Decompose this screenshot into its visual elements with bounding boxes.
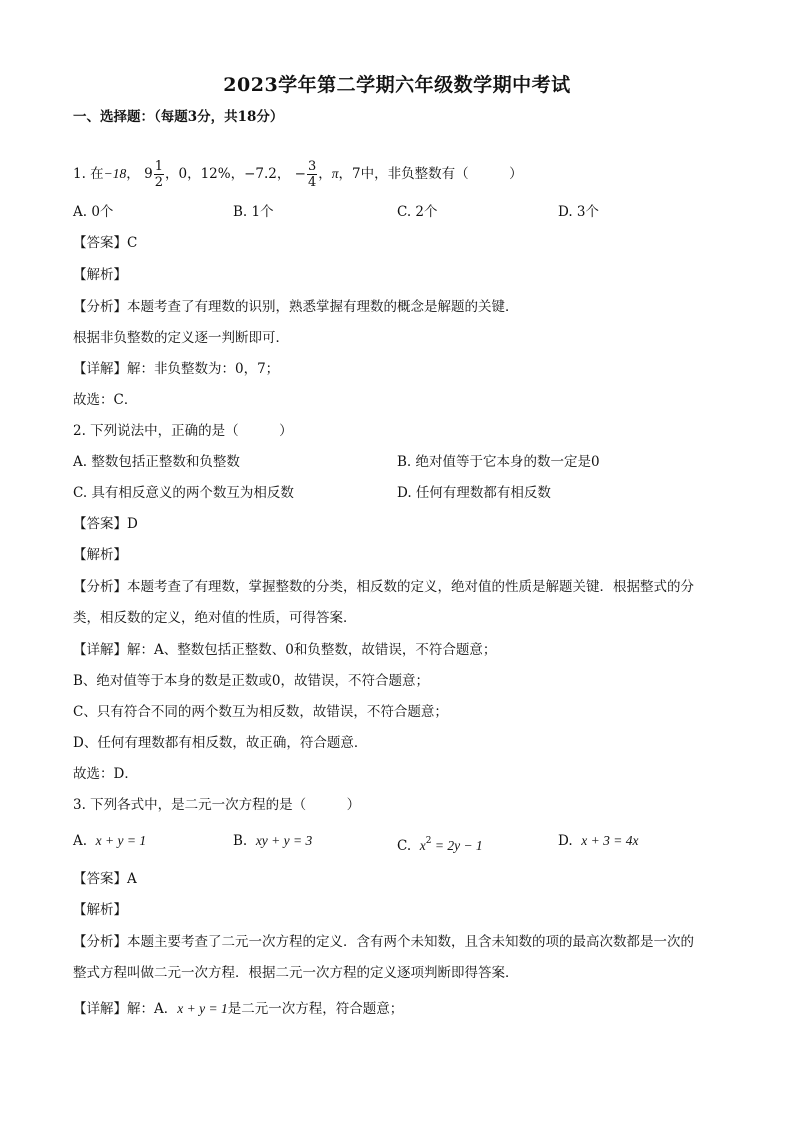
q1-choose: 故选：C． — [73, 392, 138, 408]
q3-jiexi: 【解析】 — [73, 902, 127, 918]
option-equation: x + y = 1 — [95, 833, 147, 848]
q1-separator: ， — [230, 166, 245, 182]
q1-jiexi: 【解析】 — [73, 267, 127, 283]
q2-jiexi: 【解析】 — [73, 547, 127, 563]
q1-separator: ， — [318, 166, 332, 182]
detail-suffix: 是二元一次方程，符合题意； — [227, 1001, 404, 1017]
minus-sign: − — [294, 166, 306, 182]
q3-option-c — [397, 832, 483, 855]
q1-option-a: A. 0个 — [73, 204, 114, 220]
question-3-stem: 3. 下列各式中，是二元一次方程的是（ ） — [73, 797, 361, 813]
mixed-whole: 9 — [144, 166, 153, 182]
q1-separator: ， — [126, 166, 140, 182]
detail-equation: x + y = 1 — [177, 1001, 228, 1016]
fraction-denominator: 4 — [307, 175, 317, 190]
q1-separator: ， — [187, 166, 201, 182]
fraction-numerator: 3 — [307, 159, 317, 174]
q1-mixed-number — [144, 159, 165, 190]
q3-option-a — [73, 832, 146, 850]
q1-number: 0 — [178, 166, 188, 182]
q1-answer: 【答案】C — [73, 235, 138, 251]
q3-option-d — [558, 832, 638, 850]
q1-separator: ， — [276, 166, 291, 182]
q1-option-c: C. 2个 — [397, 204, 438, 220]
q2-detail: 【详解】解：A、整数包括正整数、0和负整数，故错误，不符合题意； — [73, 642, 497, 658]
option-label: B. — [233, 833, 248, 849]
page-title: 2023学年第二学期六年级数学期中考试 — [223, 74, 571, 96]
q1-separator: ， — [164, 166, 179, 182]
option-label: C. — [397, 838, 412, 854]
q2-option-a: A. 整数包括正整数和负整数 — [73, 454, 240, 470]
q3-analysis-2: 整式方程叫做二元一次方程．根据二元一次方程的定义逐项判断即得答案． — [73, 965, 519, 981]
option-exponent: 2 — [425, 836, 432, 846]
q2-option-c: C. 具有相反意义的两个数互为相反数 — [73, 485, 294, 501]
q2-detail-d: D、任何有理数都有相反数，故正确，符合题意． — [73, 735, 368, 751]
q3-answer: 【答案】A — [73, 871, 137, 887]
q1-fraction — [307, 159, 317, 190]
q1-prefix: 1. 在 — [73, 166, 104, 182]
question-2-stem: 2. 下列说法中，正确的是（ ） — [73, 423, 293, 439]
q1-number: 7 — [352, 166, 361, 182]
option-equation: = 2y − 1 — [431, 838, 483, 853]
q1-analysis: 【分析】本题考查了有理数的识别，熟悉掌握有理数的概念是解题的关键． — [73, 299, 519, 315]
option-equation: x + 3 = 4x — [581, 833, 639, 848]
q1-number: −18 — [103, 166, 127, 181]
fraction-denominator: 2 — [154, 175, 163, 190]
option-equation: xy + y = 3 — [255, 833, 313, 848]
q1-number: 12% — [200, 166, 231, 182]
detail-prefix: 【详解】解：A． — [73, 1001, 178, 1017]
option-variable: x — [419, 838, 426, 853]
q3-analysis: 【分析】本题主要考查了二元一次方程的定义．含有两个未知数，且含未知数的项的最高次数都是一次的 — [73, 934, 694, 950]
q2-detail-b: B、绝对值等于本身的数是正数或0，故错误，不符合题意； — [73, 673, 430, 689]
q1-separator: ， — [338, 166, 353, 182]
q2-analysis-2: 类，相反数的定义，绝对值的性质，可得答案． — [73, 610, 357, 626]
q2-analysis: 【分析】本题考查了有理数，掌握整数的分类，相反数的定义，绝对值的性质是解题关键．根据整式的分 — [73, 579, 694, 595]
fraction-numerator: 1 — [154, 159, 163, 174]
q1-option-d: D. 3个 — [558, 204, 600, 220]
q1-number: −7.2 — [244, 166, 277, 182]
q2-detail-c: C、只有符合不同的两个数互为相反数，故错误，不符合题意； — [73, 704, 448, 720]
q1-detail: 【详解】解：非负整数为：0，7； — [73, 361, 280, 377]
q2-option-d: D. 任何有理数都有相反数 — [397, 485, 551, 501]
q3-detail — [73, 1000, 403, 1018]
mixed-fraction — [154, 159, 164, 190]
question-1-stem — [73, 152, 523, 196]
q3-option-b — [233, 832, 312, 850]
q1-suffix: 中，非负整数有（ ） — [360, 166, 523, 182]
section-heading: 一、选择题：（每题3分，共18分） — [73, 109, 284, 125]
q1-analysis-2: 根据非负整数的定义逐一判断即可． — [73, 330, 289, 346]
q1-option-b: B. 1个 — [233, 204, 274, 220]
option-label: D. — [558, 833, 573, 849]
q1-pi: π — [331, 166, 339, 181]
option-label: A. — [73, 833, 88, 849]
q2-answer: 【答案】D — [73, 516, 138, 532]
q2-option-b: B. 绝对值等于它本身的数一定是0 — [397, 454, 600, 470]
q2-choose: 故选：D． — [73, 766, 138, 782]
